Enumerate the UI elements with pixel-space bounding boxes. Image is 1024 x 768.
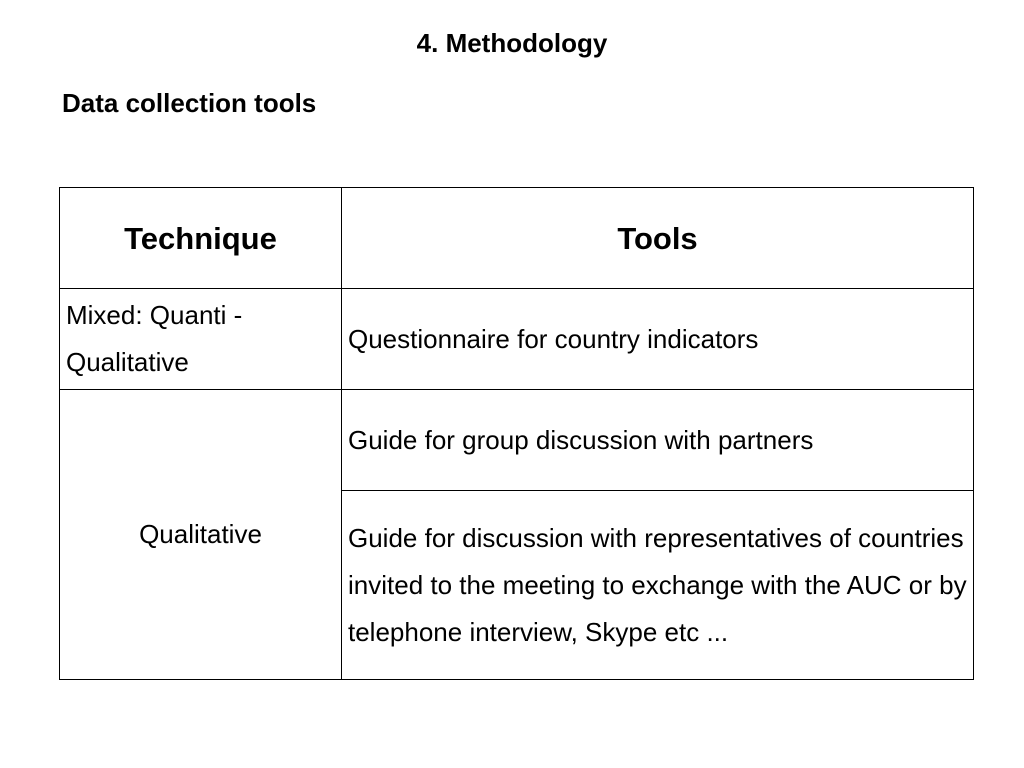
data-collection-table bbox=[59, 187, 974, 680]
technique-cell: Qualitative bbox=[60, 390, 342, 680]
tool-cell: Questionnaire for country indicators bbox=[342, 289, 974, 390]
header-tools: Tools bbox=[342, 188, 974, 289]
slide-title: 4. Methodology bbox=[416, 28, 608, 58]
technique-cell: Mixed: Quanti - Qualitative bbox=[60, 289, 342, 390]
tool-cell: Guide for group discussion with partners bbox=[342, 390, 974, 491]
header-technique: Technique bbox=[60, 188, 342, 289]
table-header-row bbox=[60, 188, 974, 289]
tool-cell: Guide for discussion with representatives of countries invited to the meeting to exchange with the AUC or by telephone interview, Skype etc ... bbox=[342, 491, 974, 680]
table-row bbox=[60, 390, 974, 491]
table-row bbox=[60, 289, 974, 390]
section-heading: Data collection tools bbox=[62, 88, 317, 118]
